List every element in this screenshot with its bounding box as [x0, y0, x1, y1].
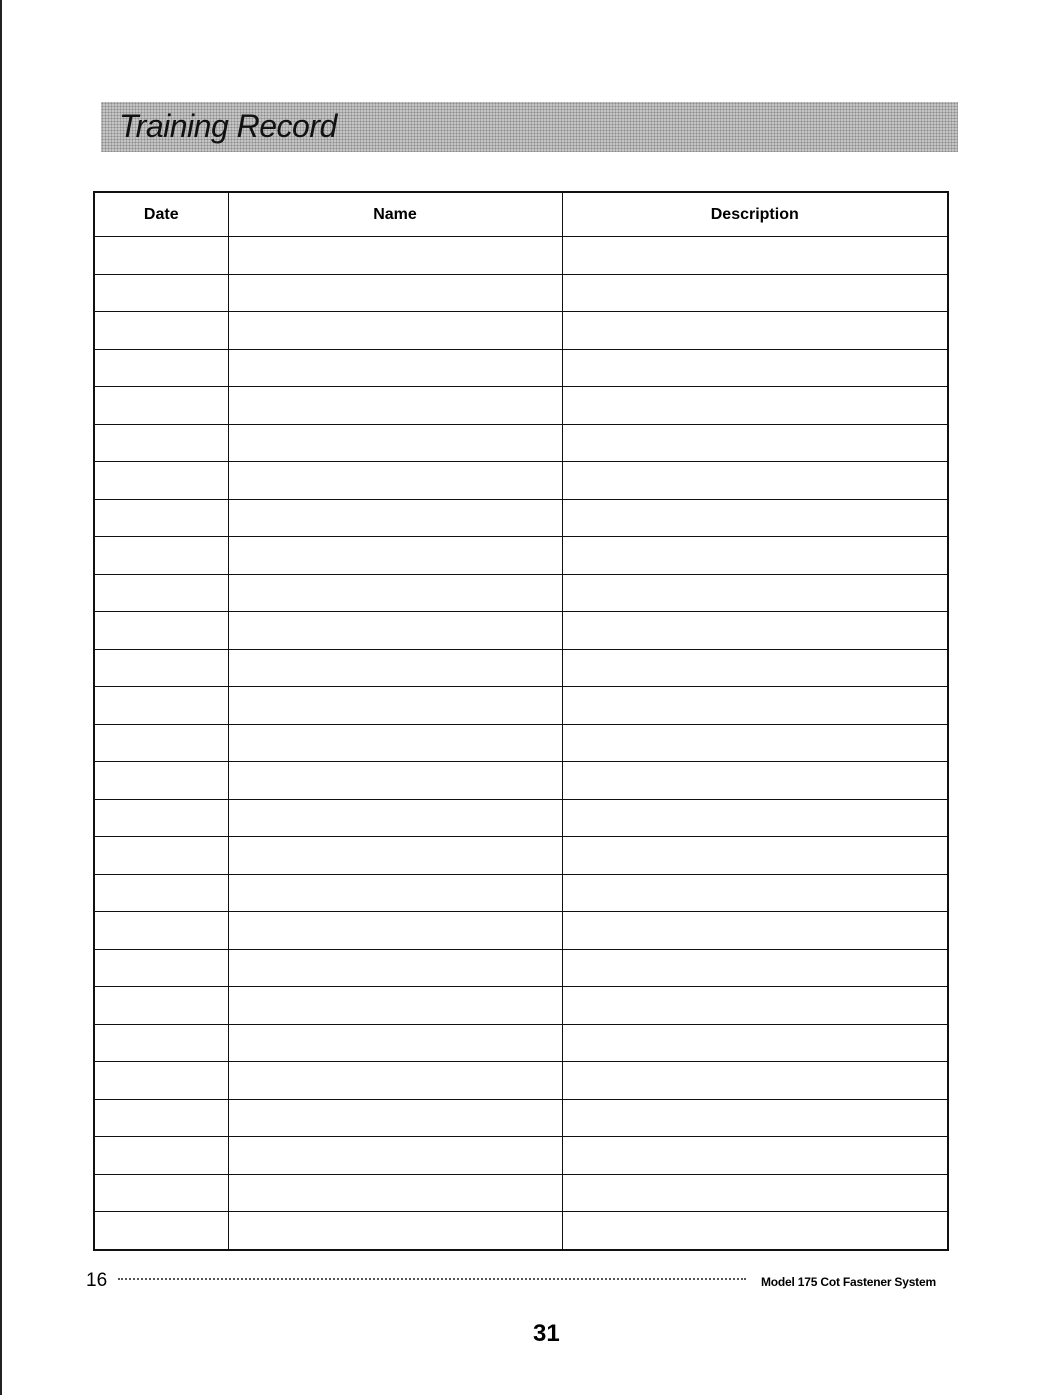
page-index: 31	[533, 1320, 560, 1347]
description-cell[interactable]	[562, 274, 948, 312]
description-cell[interactable]	[562, 874, 948, 912]
table-header-row	[94, 192, 948, 237]
name-cell[interactable]	[228, 949, 562, 987]
date-cell[interactable]	[94, 499, 228, 537]
table-row	[94, 649, 948, 687]
description-cell[interactable]	[562, 799, 948, 837]
date-cell[interactable]	[94, 724, 228, 762]
table-row	[94, 874, 948, 912]
table-row	[94, 499, 948, 537]
date-cell[interactable]	[94, 799, 228, 837]
description-cell[interactable]	[562, 537, 948, 575]
table-row	[94, 949, 948, 987]
name-cell[interactable]	[228, 724, 562, 762]
description-cell[interactable]	[562, 349, 948, 387]
name-cell[interactable]	[228, 987, 562, 1025]
name-cell[interactable]	[228, 1137, 562, 1175]
name-column-header: Name	[228, 192, 562, 237]
name-cell[interactable]	[228, 1024, 562, 1062]
description-cell[interactable]	[562, 649, 948, 687]
description-cell[interactable]	[562, 1024, 948, 1062]
description-cell[interactable]	[562, 462, 948, 500]
date-cell[interactable]	[94, 1024, 228, 1062]
date-cell[interactable]	[94, 1212, 228, 1250]
table-row	[94, 312, 948, 350]
table-row	[94, 987, 948, 1025]
description-cell[interactable]	[562, 724, 948, 762]
page-left-edge	[0, 0, 2, 1395]
name-cell[interactable]	[228, 874, 562, 912]
table-row	[94, 912, 948, 950]
date-cell[interactable]	[94, 874, 228, 912]
name-cell[interactable]	[228, 799, 562, 837]
footer-page-number: 16	[86, 1270, 108, 1291]
table-row	[94, 1174, 948, 1212]
date-cell[interactable]	[94, 387, 228, 425]
date-cell[interactable]	[94, 1137, 228, 1175]
name-cell[interactable]	[228, 912, 562, 950]
date-cell[interactable]	[94, 762, 228, 800]
date-cell[interactable]	[94, 349, 228, 387]
name-cell[interactable]	[228, 687, 562, 725]
table-row	[94, 1137, 948, 1175]
table-row	[94, 1099, 948, 1137]
footer-dotted-rule	[118, 1278, 746, 1280]
description-cell[interactable]	[562, 949, 948, 987]
table-row	[94, 537, 948, 575]
description-cell[interactable]	[562, 612, 948, 650]
date-cell[interactable]	[94, 1062, 228, 1100]
description-cell[interactable]	[562, 1099, 948, 1137]
table-row	[94, 387, 948, 425]
table-row	[94, 349, 948, 387]
name-cell[interactable]	[228, 387, 562, 425]
description-cell[interactable]	[562, 1174, 948, 1212]
table-row	[94, 1212, 948, 1250]
date-cell[interactable]	[94, 837, 228, 875]
table-row	[94, 574, 948, 612]
date-cell[interactable]	[94, 274, 228, 312]
name-cell[interactable]	[228, 1174, 562, 1212]
date-cell[interactable]	[94, 424, 228, 462]
description-cell[interactable]	[562, 762, 948, 800]
date-cell[interactable]	[94, 312, 228, 350]
name-cell[interactable]	[228, 237, 562, 275]
table-row	[94, 837, 948, 875]
date-column-header: Date	[94, 192, 228, 237]
table-body	[94, 237, 948, 1250]
name-cell[interactable]	[228, 424, 562, 462]
table-row	[94, 1024, 948, 1062]
name-cell[interactable]	[228, 537, 562, 575]
section-title-band	[101, 102, 958, 152]
name-cell[interactable]	[228, 612, 562, 650]
description-cell[interactable]	[562, 387, 948, 425]
name-cell[interactable]	[228, 274, 562, 312]
name-cell[interactable]	[228, 349, 562, 387]
name-cell[interactable]	[228, 312, 562, 350]
description-column-header: Description	[562, 192, 948, 237]
date-cell[interactable]	[94, 949, 228, 987]
date-cell[interactable]	[94, 537, 228, 575]
date-cell[interactable]	[94, 1174, 228, 1212]
description-cell[interactable]	[562, 237, 948, 275]
description-cell[interactable]	[562, 424, 948, 462]
name-cell[interactable]	[228, 649, 562, 687]
table-row	[94, 424, 948, 462]
date-cell[interactable]	[94, 574, 228, 612]
table-row	[94, 237, 948, 275]
name-cell[interactable]	[228, 1212, 562, 1250]
name-cell[interactable]	[228, 837, 562, 875]
name-cell[interactable]	[228, 574, 562, 612]
table-row	[94, 687, 948, 725]
date-cell[interactable]	[94, 237, 228, 275]
date-cell[interactable]	[94, 987, 228, 1025]
name-cell[interactable]	[228, 762, 562, 800]
description-cell[interactable]	[562, 687, 948, 725]
table-row	[94, 612, 948, 650]
footer-model-name: Model 175 Cot Fastener System	[761, 1275, 936, 1289]
name-cell[interactable]	[228, 462, 562, 500]
date-cell[interactable]	[94, 687, 228, 725]
description-cell[interactable]	[562, 312, 948, 350]
description-cell[interactable]	[562, 1212, 948, 1250]
description-cell[interactable]	[562, 499, 948, 537]
date-cell[interactable]	[94, 612, 228, 650]
table-row	[94, 274, 948, 312]
name-cell[interactable]	[228, 499, 562, 537]
table-row	[94, 762, 948, 800]
description-cell[interactable]	[562, 574, 948, 612]
date-cell[interactable]	[94, 912, 228, 950]
date-cell[interactable]	[94, 649, 228, 687]
table-row	[94, 462, 948, 500]
table-row	[94, 724, 948, 762]
description-cell[interactable]	[562, 837, 948, 875]
name-cell[interactable]	[228, 1099, 562, 1137]
date-cell[interactable]	[94, 1099, 228, 1137]
table-row	[94, 799, 948, 837]
description-cell[interactable]	[562, 1137, 948, 1175]
table-row	[94, 1062, 948, 1100]
description-cell[interactable]	[562, 912, 948, 950]
description-cell[interactable]	[562, 987, 948, 1025]
training-record-table	[93, 191, 949, 1251]
date-cell[interactable]	[94, 462, 228, 500]
section-title: Training Record	[119, 108, 337, 144]
name-cell[interactable]	[228, 1062, 562, 1100]
description-cell[interactable]	[562, 1062, 948, 1100]
